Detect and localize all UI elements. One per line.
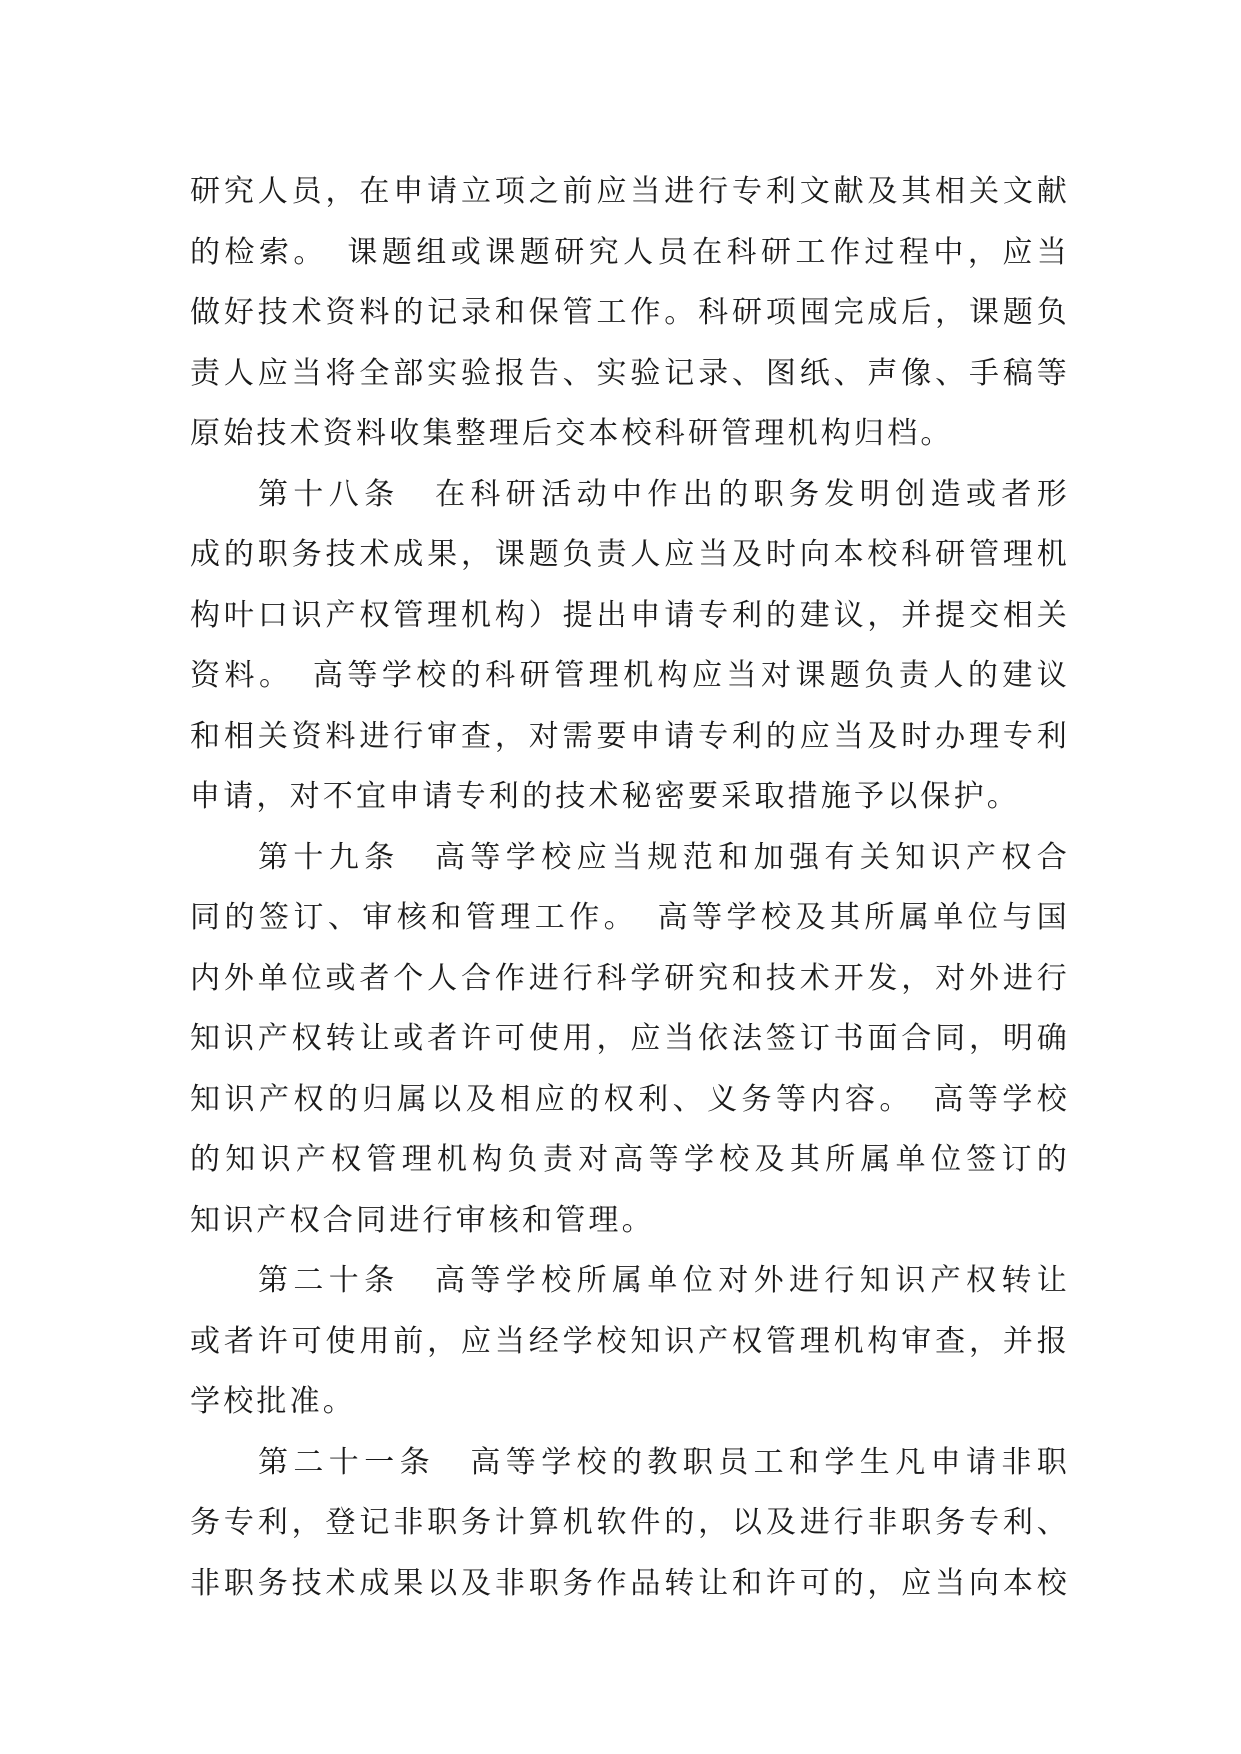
text-line: 非职务技术成果以及非职务作品转让和许可的，应当向本校 [190,1565,1070,1601]
text-line: 同的签订、审核和管理工作。 高等学校及其所属单位与国 [190,900,1070,935]
text-line: 第十八条 在科研活动中作出的职务发明创造或者形 [258,476,1070,512]
text-line: 申请，对不宜申请专利的技术秘密要采取措施予以保护。 [190,779,1020,814]
text-line: 第二十一条 高等学校的教职员工和学生凡申请非职 [258,1444,1070,1480]
text-line: 研究人员，在申请立项之前应当进行专利文献及其相关文献 [190,174,1070,209]
text-line: 资料。 高等学校的科研管理机构应当对课题负责人的建议 [190,658,1070,693]
text-line: 责人应当将全部实验报告、实验记录、图纸、声像、手稿等 [190,355,1070,391]
text-line: 知识产权的归属以及相应的权利、义务等内容。 高等学校 [190,1081,1070,1117]
text-line: 构叶口识产权管理机构）提出申请专利的建议，并提交相关 [190,597,1070,633]
text-line: 内外单位或者个人合作进行科学研究和技术开发，对外进行 [190,960,1070,996]
text-line: 的知识产权管理机构负责对高等学校及其所属单位签订的 [190,1142,1070,1177]
text-line: 的检索。 课题组或课题研究人员在科研工作过程中，应当 [190,234,1070,270]
text-line: 知识产权合同进行审核和管理。 [190,1202,655,1238]
text-line: 第二十条 高等学校所属单位对外进行知识产权转让 [258,1263,1070,1298]
text-line: 第十九条 高等学校应当规范和加强有关知识产权合 [258,839,1070,875]
text-line: 成的职务技术成果，课题负责人应当及时向本校科研管理机 [190,537,1070,572]
text-line: 原始技术资料收集整理后交本校科研管理机构归档。 [190,416,954,451]
text-line: 知识产权转让或者许可使用，应当依法签订书面合同，明确 [190,1021,1070,1056]
text-line: 或者许可使用前，应当经学校知识产权管理机构审查，并报 [190,1323,1070,1359]
document-body [190,162,1070,1614]
text-line: 学校批准。 [190,1384,356,1419]
text-line: 做好技术资料的记录和保管工作。科研项囤完成后，课题负 [190,295,1070,330]
text-line: 务专利，登记非职务计算机软件的，以及进行非职务专利、 [190,1505,1070,1540]
text-line: 和相关资料进行审查，对需要申请专利的应当及时办理专利 [190,718,1070,754]
